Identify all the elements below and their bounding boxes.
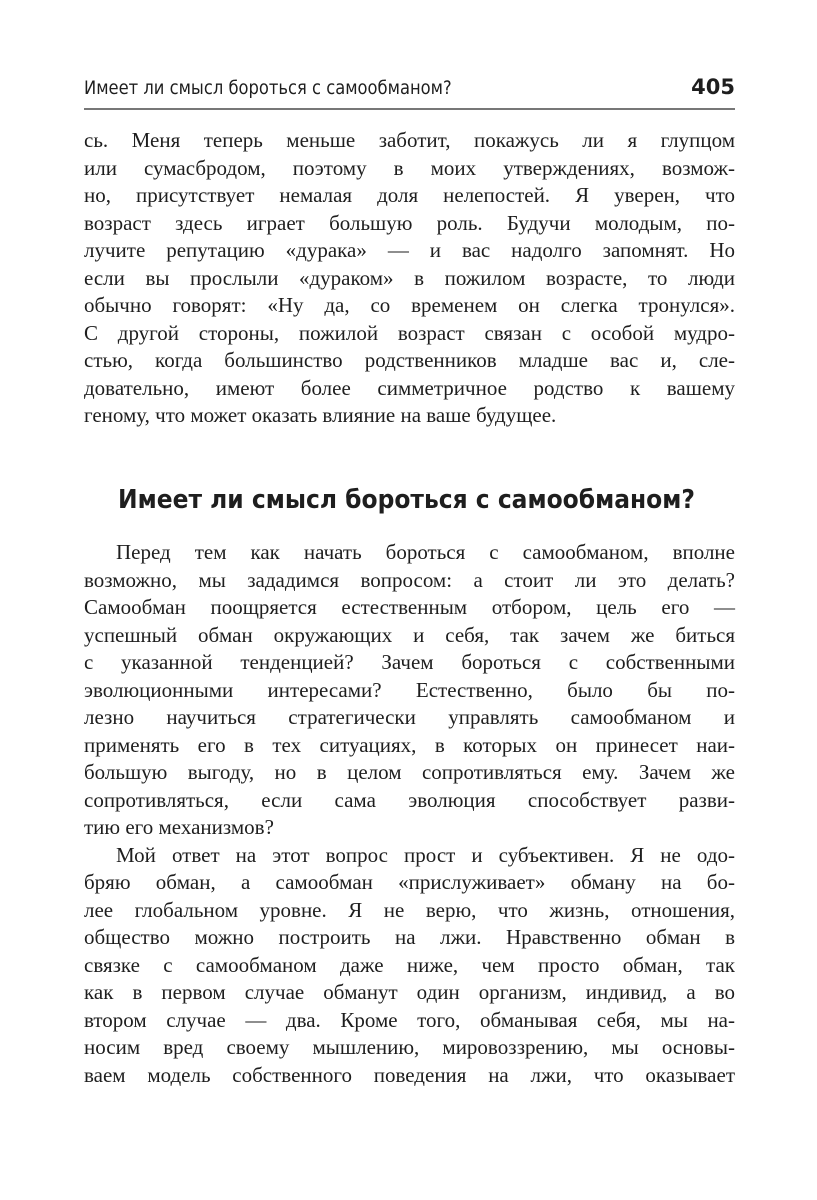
text-line: применять его в тех ситуациях, в которых он принесет наи- [84, 732, 735, 757]
text-line: если вы прослыли «дураком» в пожилом возрасте, то люди [84, 265, 735, 290]
text-line: с указанной тенденцией? Зачем бороться с собственными [84, 650, 735, 674]
section-heading: Имеет ли смысл бороться с самообманом? [118, 485, 695, 515]
text-line: большую выгоду, но в целом сопротивляться ему. Зачем же [84, 760, 735, 784]
text-line: общество можно построить на лжи. Нравственно обман в [84, 925, 735, 949]
text-line: обычно говорят: «Ну да, со временем он слегка тронулся». [84, 293, 735, 317]
text-line: тию его механизмов? [84, 815, 274, 839]
text-line: лезно научиться стратегически управлять самообманом и [84, 705, 735, 729]
text-line: сь. Меня теперь меньше заботит, покажусь ли я глупцом [84, 128, 735, 152]
text-line: геному, что может оказать влияние на ваше будущее. [84, 403, 557, 427]
text-line: эволюционными интересами? Естественно, было бы по- [84, 677, 735, 702]
continued-paragraph [84, 127, 735, 430]
text-line: возможно, мы зададимся вопросом: а стоит ли это делать? [84, 567, 735, 592]
text-line: возраст здесь играет большую роль. Будучи молодым, по- [84, 210, 735, 235]
text-line: успешный обман окружающих и себя, так зачем же биться [84, 622, 735, 647]
running-header [84, 74, 735, 110]
text-line: лучите репутацию «дурака» — и вас надолго запомнят. Но [84, 238, 735, 262]
text-line: втором случае — два. Кроме того, обманывая себя, мы на- [84, 1007, 735, 1032]
text-line: связке с самообманом даже ниже, чем просто обман, так [84, 952, 735, 977]
text-line: носим вред своему мышлению, мировоззрению, мы основы- [84, 1035, 735, 1059]
text-line: бряю обман, а самообман «прислуживает» обману на бо- [84, 870, 735, 894]
text-line: сопротивляться, если сама эволюция способствует разви- [84, 787, 735, 812]
running-title: Имеет ли смысл бороться с самообманом? [84, 77, 452, 99]
text-line: Перед тем как начать бороться с самообманом, вполне [116, 540, 735, 564]
text-line: Мой ответ на этот вопрос прост и субъективен. Я не одо- [116, 842, 735, 867]
text-line: лее глобальном уровне. Я не верю, что жизнь, отношения, [84, 897, 735, 922]
text-line: довательно, имеют более симметричное родство к вашему [84, 375, 735, 400]
page-number: 405 [691, 75, 735, 99]
text-line: стью, когда большинство родственников младше вас и, сле- [84, 348, 735, 372]
text-line: но, присутствует немалая доля нелепостей. Я уверен, что [84, 183, 735, 207]
text-line: ваем модель собственного поведения на лжи, что оказывает [84, 1062, 735, 1087]
text-line: С другой стороны, пожилой возраст связан с особой мудро- [84, 320, 735, 345]
text-line: как в первом случае обманут один организм, индивид, а во [84, 980, 735, 1004]
text-line: или сумасбродом, поэтому в моих утверждениях, возмож- [84, 155, 735, 180]
text-line: Самообман поощряется естественным отбором, цель его — [84, 595, 735, 619]
section-body [84, 539, 735, 1089]
